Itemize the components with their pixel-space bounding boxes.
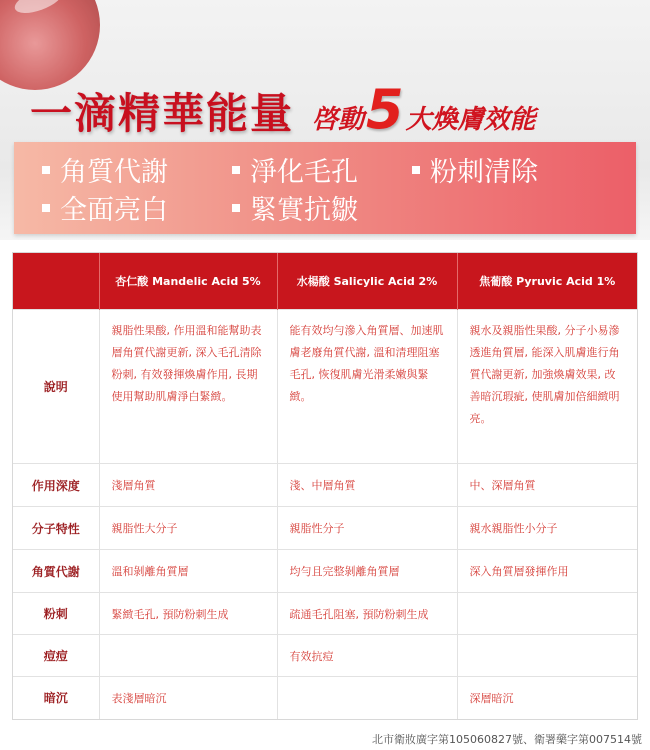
benefit-item: 淨化毛孔 (232, 150, 358, 189)
table-row (13, 635, 637, 677)
benefit-item: 緊實抗皺 (232, 188, 358, 227)
table-cell: 表淺層暗沉 (99, 677, 277, 719)
table-cell: 深入角質層發揮作用 (457, 550, 637, 593)
table-cell: 有效抗痘 (277, 635, 457, 677)
table-cell: 能有效均勻滲入角質層、加速肌膚老廢角質代謝, 溫和清理阻塞毛孔, 恢復肌膚光滑柔嫩與緊緻。 (277, 310, 457, 464)
benefit-item: 角質代謝 (42, 150, 168, 189)
table-cell: 淺層角質 (99, 464, 277, 507)
row-label: 暗沉 (13, 677, 99, 719)
table-row (13, 464, 637, 507)
table-cell: 親脂性大分子 (99, 507, 277, 550)
square-bullet-icon (42, 166, 50, 174)
headline (30, 78, 630, 141)
table-row (13, 593, 637, 635)
table-header-row (13, 253, 637, 310)
table-row (13, 550, 637, 593)
table-header-cell: 焦葡酸 Pyruvic Acid 1% (457, 253, 637, 310)
table-cell: 中、深層角質 (457, 464, 637, 507)
square-bullet-icon (232, 204, 240, 212)
row-label: 角質代謝 (13, 550, 99, 593)
table-row (13, 310, 637, 464)
row-label: 說明 (13, 310, 99, 464)
row-label: 作用深度 (13, 464, 99, 507)
row-label: 痘痘 (13, 635, 99, 677)
table-cell (457, 593, 637, 635)
headline-main: 一滴精華能量 (30, 89, 295, 138)
table-row (13, 677, 637, 719)
license-footnote: 北市衛妝廣字第105060827號、衛署藥字第007514號 (372, 733, 642, 746)
table-cell: 緊緻毛孔, 預防粉刺生成 (99, 593, 277, 635)
table-header-cell (13, 253, 99, 310)
square-bullet-icon (232, 166, 240, 174)
square-bullet-icon (412, 166, 420, 174)
benefit-band (14, 142, 636, 234)
table-cell: 溫和剝離角質層 (99, 550, 277, 593)
table-cell: 淺、中層角質 (277, 464, 457, 507)
table-cell: 親脂性果酸, 作用溫和能幫助表層角質代謝更新, 深入毛孔清除粉刺, 有效發揮煥膚作用, 長期使用幫助肌膚淨白緊緻。 (99, 310, 277, 464)
table-cell: 親水親脂性小分子 (457, 507, 637, 550)
table-row (13, 507, 637, 550)
benefit-item: 粉刺清除 (412, 150, 538, 189)
row-label: 分子特性 (13, 507, 99, 550)
headline-sub-suffix: 大煥膚效能 (405, 105, 536, 135)
table-header-cell: 杏仁酸 Mandelic Acid 5% (99, 253, 277, 310)
table-cell: 疏通毛孔阻塞, 預防粉刺生成 (277, 593, 457, 635)
acid-comparison-table (12, 252, 638, 720)
table-cell: 親脂性分子 (277, 507, 457, 550)
table-cell (457, 635, 637, 677)
row-label: 粉刺 (13, 593, 99, 635)
table-cell: 親水及親脂性果酸, 分子小易滲透進角質層, 能深入肌膚進行角質代謝更新, 加強煥膚效果, 改善暗沉瑕疵, 使肌膚加倍細緻明亮。 (457, 310, 637, 464)
table-cell: 深層暗沉 (457, 677, 637, 719)
headline-sub-prefix: 啓動 (312, 105, 365, 135)
benefit-item: 全面亮白 (42, 188, 168, 227)
square-bullet-icon (42, 204, 50, 212)
table-cell (277, 677, 457, 719)
table-cell: 均勻且完整剝離角質層 (277, 550, 457, 593)
headline-number: 5 (366, 78, 404, 141)
table-cell (99, 635, 277, 677)
table-header-cell: 水楊酸 Salicylic Acid 2% (277, 253, 457, 310)
